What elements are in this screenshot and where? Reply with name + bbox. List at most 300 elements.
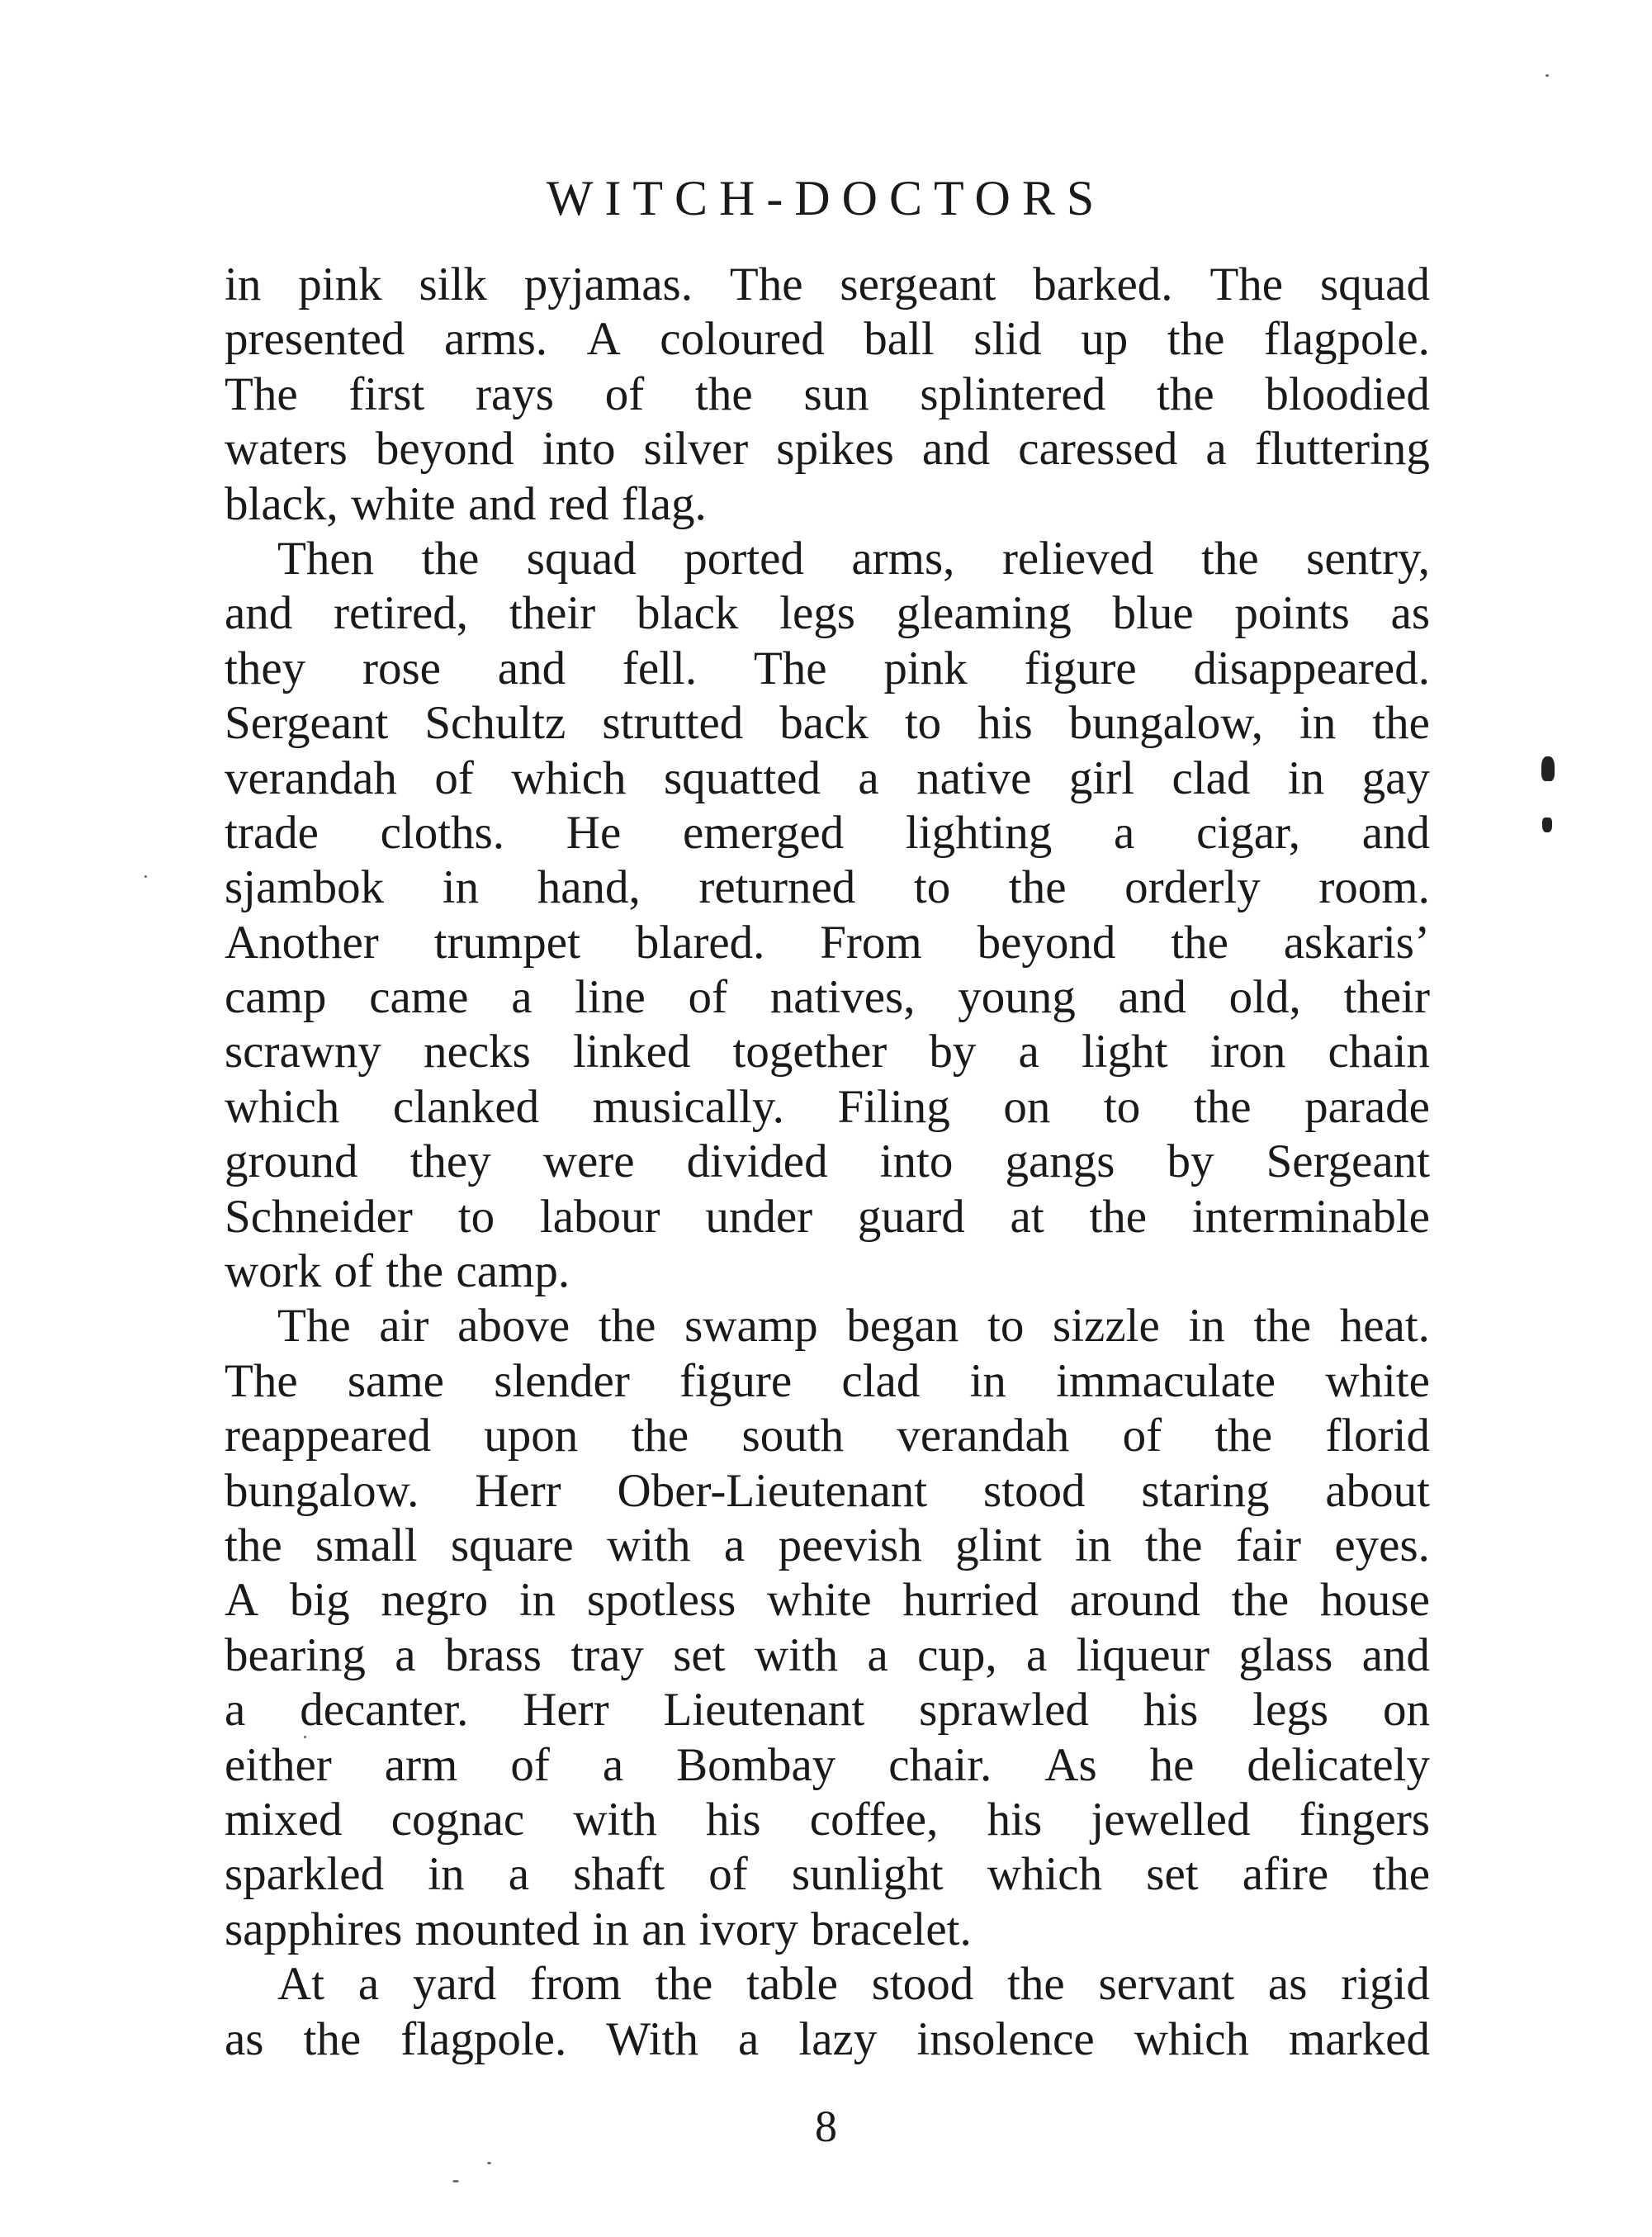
word: together <box>732 1026 888 1078</box>
text-line <box>225 258 1430 312</box>
text-line <box>225 806 1430 860</box>
word: jewelled <box>1091 1793 1251 1846</box>
word: sprawled <box>919 1684 1089 1737</box>
word: natives, <box>769 971 916 1024</box>
word: bracelet. <box>811 1903 972 1955</box>
word: clad <box>1172 751 1251 804</box>
word: points <box>1234 587 1350 640</box>
word: ground <box>225 1135 358 1188</box>
word: to <box>457 1190 495 1243</box>
word: hand, <box>537 861 641 914</box>
word: necks <box>424 1026 531 1078</box>
word: At <box>277 1958 324 2011</box>
word: the <box>695 367 753 420</box>
word: set <box>673 1628 726 1681</box>
word: work <box>225 1245 322 1298</box>
word: figure <box>679 1354 793 1407</box>
word: With <box>606 2012 698 2065</box>
word: Lieutenant <box>663 1684 865 1737</box>
word: askaris’ <box>1283 916 1430 969</box>
word: in <box>518 1574 556 1627</box>
word: to <box>913 861 951 914</box>
paragraph <box>225 1957 1430 2067</box>
word: the <box>1214 1410 1273 1462</box>
text-line <box>225 312 1430 367</box>
word: the <box>655 1958 713 2011</box>
word: white <box>1325 1354 1430 1407</box>
word: his <box>987 1793 1043 1846</box>
word: the <box>1372 697 1430 750</box>
word: were <box>542 1135 635 1188</box>
word: which <box>987 1848 1103 1901</box>
text-line <box>225 477 1430 532</box>
word: native <box>916 751 1032 804</box>
word: set <box>1146 1848 1199 1901</box>
word: slid <box>973 313 1042 366</box>
word: glint <box>955 1519 1042 1571</box>
word: Schneider <box>225 1190 413 1243</box>
word: small <box>315 1519 418 1571</box>
word: began <box>846 1300 959 1353</box>
word: and <box>1361 1628 1430 1681</box>
text-line <box>225 1793 1430 1847</box>
word: sergeant <box>840 258 996 310</box>
word: to <box>1103 1080 1141 1133</box>
word: under <box>705 1190 813 1243</box>
text-line <box>225 1409 1430 1463</box>
text-line <box>225 1299 1430 1353</box>
text-line <box>225 1738 1430 1793</box>
word: swamp <box>684 1300 818 1353</box>
word: Herr <box>475 1464 561 1517</box>
word: Schultz <box>424 697 566 750</box>
word: cloths. <box>380 806 505 859</box>
word: the <box>1167 313 1225 366</box>
word: camp <box>225 971 327 1024</box>
word: the <box>1007 1958 1065 2011</box>
word: as <box>1267 1958 1308 2011</box>
word: the <box>1008 861 1067 914</box>
word: legs <box>1252 1684 1329 1737</box>
word: a <box>602 1738 624 1791</box>
word: Herr <box>523 1684 609 1737</box>
word: emerged <box>683 806 845 859</box>
paper-speck <box>304 1736 306 1738</box>
word: to <box>904 697 942 750</box>
word: a <box>1018 1026 1039 1078</box>
word: staring <box>1141 1464 1270 1517</box>
page-number: 8 <box>815 2102 837 2151</box>
word: his <box>977 697 1033 750</box>
word: young <box>958 971 1076 1024</box>
word: chain <box>1328 1026 1430 1078</box>
word: silver <box>643 423 749 476</box>
word: up <box>1081 313 1129 366</box>
word: black, <box>225 477 338 530</box>
word: he <box>1149 1738 1195 1791</box>
word: spotless <box>586 1574 736 1627</box>
word: a <box>225 1684 246 1737</box>
word: musically. <box>592 1080 784 1133</box>
word: in <box>428 1848 465 1901</box>
word: cigar, <box>1196 806 1300 859</box>
word: which <box>511 751 627 804</box>
word: about <box>1325 1464 1430 1517</box>
word: disappeared. <box>1193 642 1430 694</box>
word: chair. <box>888 1738 992 1791</box>
word: sparkled <box>225 1848 385 1901</box>
word: of <box>708 1848 748 1901</box>
word: bungalow, <box>1068 697 1264 750</box>
word: as <box>1390 587 1430 640</box>
text-line <box>225 916 1430 970</box>
word: sjambok <box>225 861 385 914</box>
word: red <box>548 477 609 530</box>
word: returned <box>698 861 856 914</box>
word: caressed <box>1018 423 1178 476</box>
word: a <box>1025 1628 1048 1681</box>
word: they <box>225 642 306 694</box>
word: The <box>225 1354 298 1407</box>
paper-speck <box>452 2180 459 2182</box>
word: white <box>351 477 456 530</box>
word: a <box>867 1628 888 1681</box>
word: silk <box>419 258 487 310</box>
word: first <box>348 367 425 420</box>
text-line <box>225 1244 1430 1299</box>
word: sapphires <box>225 1903 403 1955</box>
word: delicately <box>1247 1738 1430 1791</box>
word: a <box>1114 806 1135 859</box>
word: and <box>225 587 293 640</box>
word: a <box>858 751 879 804</box>
word: from <box>530 1958 622 2011</box>
word: around <box>1069 1574 1200 1627</box>
word: divided <box>686 1135 828 1188</box>
word: at <box>1010 1190 1044 1243</box>
word: a <box>1205 423 1227 476</box>
word: He <box>566 806 622 859</box>
word: with <box>607 1519 691 1571</box>
word: coloured <box>660 313 825 366</box>
text-line <box>225 1957 1430 2012</box>
word: florid <box>1325 1410 1430 1462</box>
word: tray <box>570 1628 644 1681</box>
word: fingers <box>1299 1793 1430 1846</box>
word: to <box>987 1300 1025 1353</box>
word: into <box>879 1135 954 1188</box>
word: The <box>729 258 803 310</box>
word: in <box>1299 697 1337 750</box>
text-line <box>225 1628 1430 1683</box>
word: verandah <box>225 751 397 804</box>
margin-ink-mark <box>1542 818 1552 832</box>
word: on <box>1382 1684 1430 1737</box>
word: table <box>746 1958 838 2011</box>
word: with <box>573 1793 657 1846</box>
word: an <box>641 1903 687 1955</box>
word: ivory <box>698 1903 798 1955</box>
word: by <box>1167 1135 1214 1188</box>
text-line <box>225 1354 1430 1409</box>
word: and <box>1118 971 1186 1024</box>
word: linked <box>572 1026 691 1078</box>
word: either <box>225 1738 332 1791</box>
word: big <box>289 1574 350 1627</box>
word: Bombay <box>676 1738 836 1791</box>
word: the <box>225 1519 282 1571</box>
word: arms, <box>851 532 955 585</box>
word: orderly <box>1124 861 1261 914</box>
word: light <box>1081 1026 1168 1078</box>
word: fair <box>1235 1519 1301 1571</box>
word: beyond <box>375 423 514 476</box>
word: back <box>779 697 869 750</box>
word: the <box>1231 1574 1290 1627</box>
word: their <box>509 587 596 640</box>
word: A <box>586 313 621 366</box>
word: a <box>738 2012 760 2065</box>
word: white <box>767 1574 872 1627</box>
word: and <box>921 423 991 476</box>
word: pyjamas. <box>523 258 693 310</box>
word: as <box>225 2012 264 2065</box>
word: of <box>510 1738 550 1791</box>
word: spikes <box>776 423 894 476</box>
word: lazy <box>798 2012 878 2065</box>
word: blared. <box>635 916 765 969</box>
word: the <box>1372 1848 1430 1901</box>
word: arms. <box>443 313 548 366</box>
word: the <box>631 1410 689 1462</box>
word: in <box>225 258 262 310</box>
word: presented <box>225 313 405 366</box>
word: scrawny <box>225 1026 381 1078</box>
text-line <box>225 586 1430 641</box>
word: in <box>592 1903 629 1955</box>
word: The <box>277 1300 351 1353</box>
text-line <box>225 2012 1430 2067</box>
word: coffee, <box>809 1793 939 1846</box>
word: brass <box>444 1628 542 1681</box>
word: old, <box>1228 971 1301 1024</box>
word: verandah <box>897 1410 1070 1462</box>
word: sunlight <box>791 1848 944 1901</box>
word: interminable <box>1191 1190 1430 1243</box>
word: black <box>636 587 739 640</box>
word: in <box>1287 751 1325 804</box>
word: Sergeant <box>225 697 389 750</box>
word: of <box>1122 1410 1162 1462</box>
word: his <box>1143 1684 1199 1737</box>
word: afire <box>1242 1848 1329 1901</box>
word: ball <box>864 313 935 366</box>
word: ported <box>684 532 804 585</box>
word: their <box>1343 971 1430 1024</box>
paragraph <box>225 532 1430 1299</box>
word: gangs <box>1005 1135 1115 1188</box>
paper-speck <box>487 2162 491 2164</box>
text-line <box>225 970 1430 1025</box>
word: sizzle <box>1053 1300 1160 1353</box>
word: lighting <box>905 806 1053 859</box>
word: of <box>688 971 728 1024</box>
word: mounted <box>414 1903 580 1955</box>
paragraph <box>225 1299 1430 1957</box>
word: the <box>1089 1190 1148 1243</box>
word: in <box>1188 1300 1225 1353</box>
word: the <box>1171 916 1228 969</box>
word: square <box>450 1519 574 1571</box>
word: guard <box>857 1190 965 1243</box>
word: stood <box>982 1464 1086 1517</box>
word: marked <box>1289 2012 1430 2065</box>
word: labour <box>539 1190 660 1243</box>
text-line <box>225 1683 1430 1737</box>
word: figure <box>1024 642 1137 694</box>
text-line <box>225 1464 1430 1519</box>
word: line <box>575 971 646 1024</box>
text-line <box>225 1025 1430 1079</box>
text-line <box>225 860 1430 915</box>
word: pink <box>298 258 382 310</box>
word: slender <box>494 1354 630 1407</box>
word: arm <box>384 1738 458 1791</box>
word: on <box>1003 1080 1051 1133</box>
word: The <box>753 642 827 694</box>
word: into <box>542 423 616 476</box>
word: yard <box>412 1958 497 2011</box>
text-line <box>225 696 1430 751</box>
word: cup, <box>917 1628 997 1681</box>
word: Filing <box>837 1080 950 1133</box>
word: A <box>225 1574 259 1627</box>
word: the <box>386 1245 444 1298</box>
word: legs <box>779 587 855 640</box>
word: clad <box>841 1354 921 1407</box>
word: Then <box>277 532 375 585</box>
word: rose <box>362 642 441 694</box>
word: the <box>421 532 480 585</box>
word: eyes. <box>1334 1519 1430 1571</box>
text-line <box>225 532 1430 586</box>
paper-speck <box>144 875 147 878</box>
word: came <box>369 971 469 1024</box>
word: the <box>303 2012 362 2065</box>
word: upon <box>484 1410 579 1462</box>
word: The <box>225 367 298 420</box>
word: gleaming <box>896 587 1072 640</box>
word: beyond <box>977 916 1116 969</box>
word: which <box>225 1080 340 1133</box>
word: mixed <box>225 1793 343 1846</box>
text-line <box>225 751 1430 806</box>
word: the <box>1144 1519 1203 1571</box>
word: blue <box>1112 587 1194 640</box>
word: immaculate <box>1056 1354 1276 1407</box>
word: fluttering <box>1254 423 1430 476</box>
word: parade <box>1304 1080 1430 1133</box>
word: rigid <box>1341 1958 1430 2011</box>
word: strutted <box>602 697 744 750</box>
word: sun <box>803 367 869 420</box>
word: they <box>409 1135 491 1188</box>
word: the <box>1201 532 1259 585</box>
word: the <box>598 1300 656 1353</box>
word: air <box>379 1300 429 1353</box>
word: a <box>395 1628 416 1681</box>
word: The <box>1209 258 1284 310</box>
word: Another <box>225 916 379 969</box>
text-line <box>225 1080 1430 1135</box>
word: of <box>434 751 474 804</box>
text-line <box>225 367 1430 422</box>
word: in <box>1075 1519 1112 1571</box>
word: bearing <box>225 1628 366 1681</box>
word: squad <box>526 532 637 585</box>
word: heat. <box>1339 1300 1430 1353</box>
word: same <box>347 1354 444 1407</box>
body-text <box>225 258 1430 2067</box>
word: Ober-Lieutenant <box>617 1464 928 1517</box>
word: trade <box>225 806 319 859</box>
word: As <box>1044 1738 1097 1791</box>
running-head: WITCH-DOCTORS <box>546 171 1106 225</box>
word: and <box>468 477 537 530</box>
word: pink <box>883 642 968 694</box>
text-line <box>225 422 1430 476</box>
word: camp. <box>456 1245 570 1298</box>
word: of <box>334 1245 374 1298</box>
word: by <box>929 1026 977 1078</box>
word: the <box>1193 1080 1252 1133</box>
word: trumpet <box>433 916 580 969</box>
word: girl <box>1068 751 1135 804</box>
word: and <box>497 642 566 694</box>
word: rays <box>476 367 554 420</box>
word: decanter. <box>300 1684 469 1737</box>
word: flagpole. <box>1263 313 1430 366</box>
word: glass <box>1238 1628 1333 1681</box>
word: with <box>754 1628 839 1681</box>
word: negro <box>381 1574 489 1627</box>
word: flag. <box>621 477 707 530</box>
word: south <box>741 1410 845 1462</box>
word: flagpole. <box>400 2012 567 2065</box>
word: in <box>442 861 480 914</box>
text-line <box>225 642 1430 696</box>
word: in <box>969 1354 1006 1407</box>
word: Sergeant <box>1266 1135 1430 1188</box>
text-line <box>225 1190 1430 1244</box>
word: iron <box>1209 1026 1286 1078</box>
word: a <box>723 1519 746 1571</box>
text-line <box>225 1847 1430 1902</box>
text-line <box>225 1573 1430 1628</box>
word: the <box>1156 367 1214 420</box>
word: bloodied <box>1265 367 1430 420</box>
word: servant <box>1098 1958 1235 2011</box>
word: and <box>1361 806 1430 859</box>
word: From <box>820 916 922 969</box>
text-line <box>225 1519 1430 1573</box>
word: the <box>1253 1300 1312 1353</box>
word: sentry, <box>1306 532 1430 585</box>
word: barked. <box>1033 258 1173 310</box>
word: fell. <box>622 642 698 694</box>
paragraph <box>225 258 1430 532</box>
word: of <box>604 367 645 420</box>
